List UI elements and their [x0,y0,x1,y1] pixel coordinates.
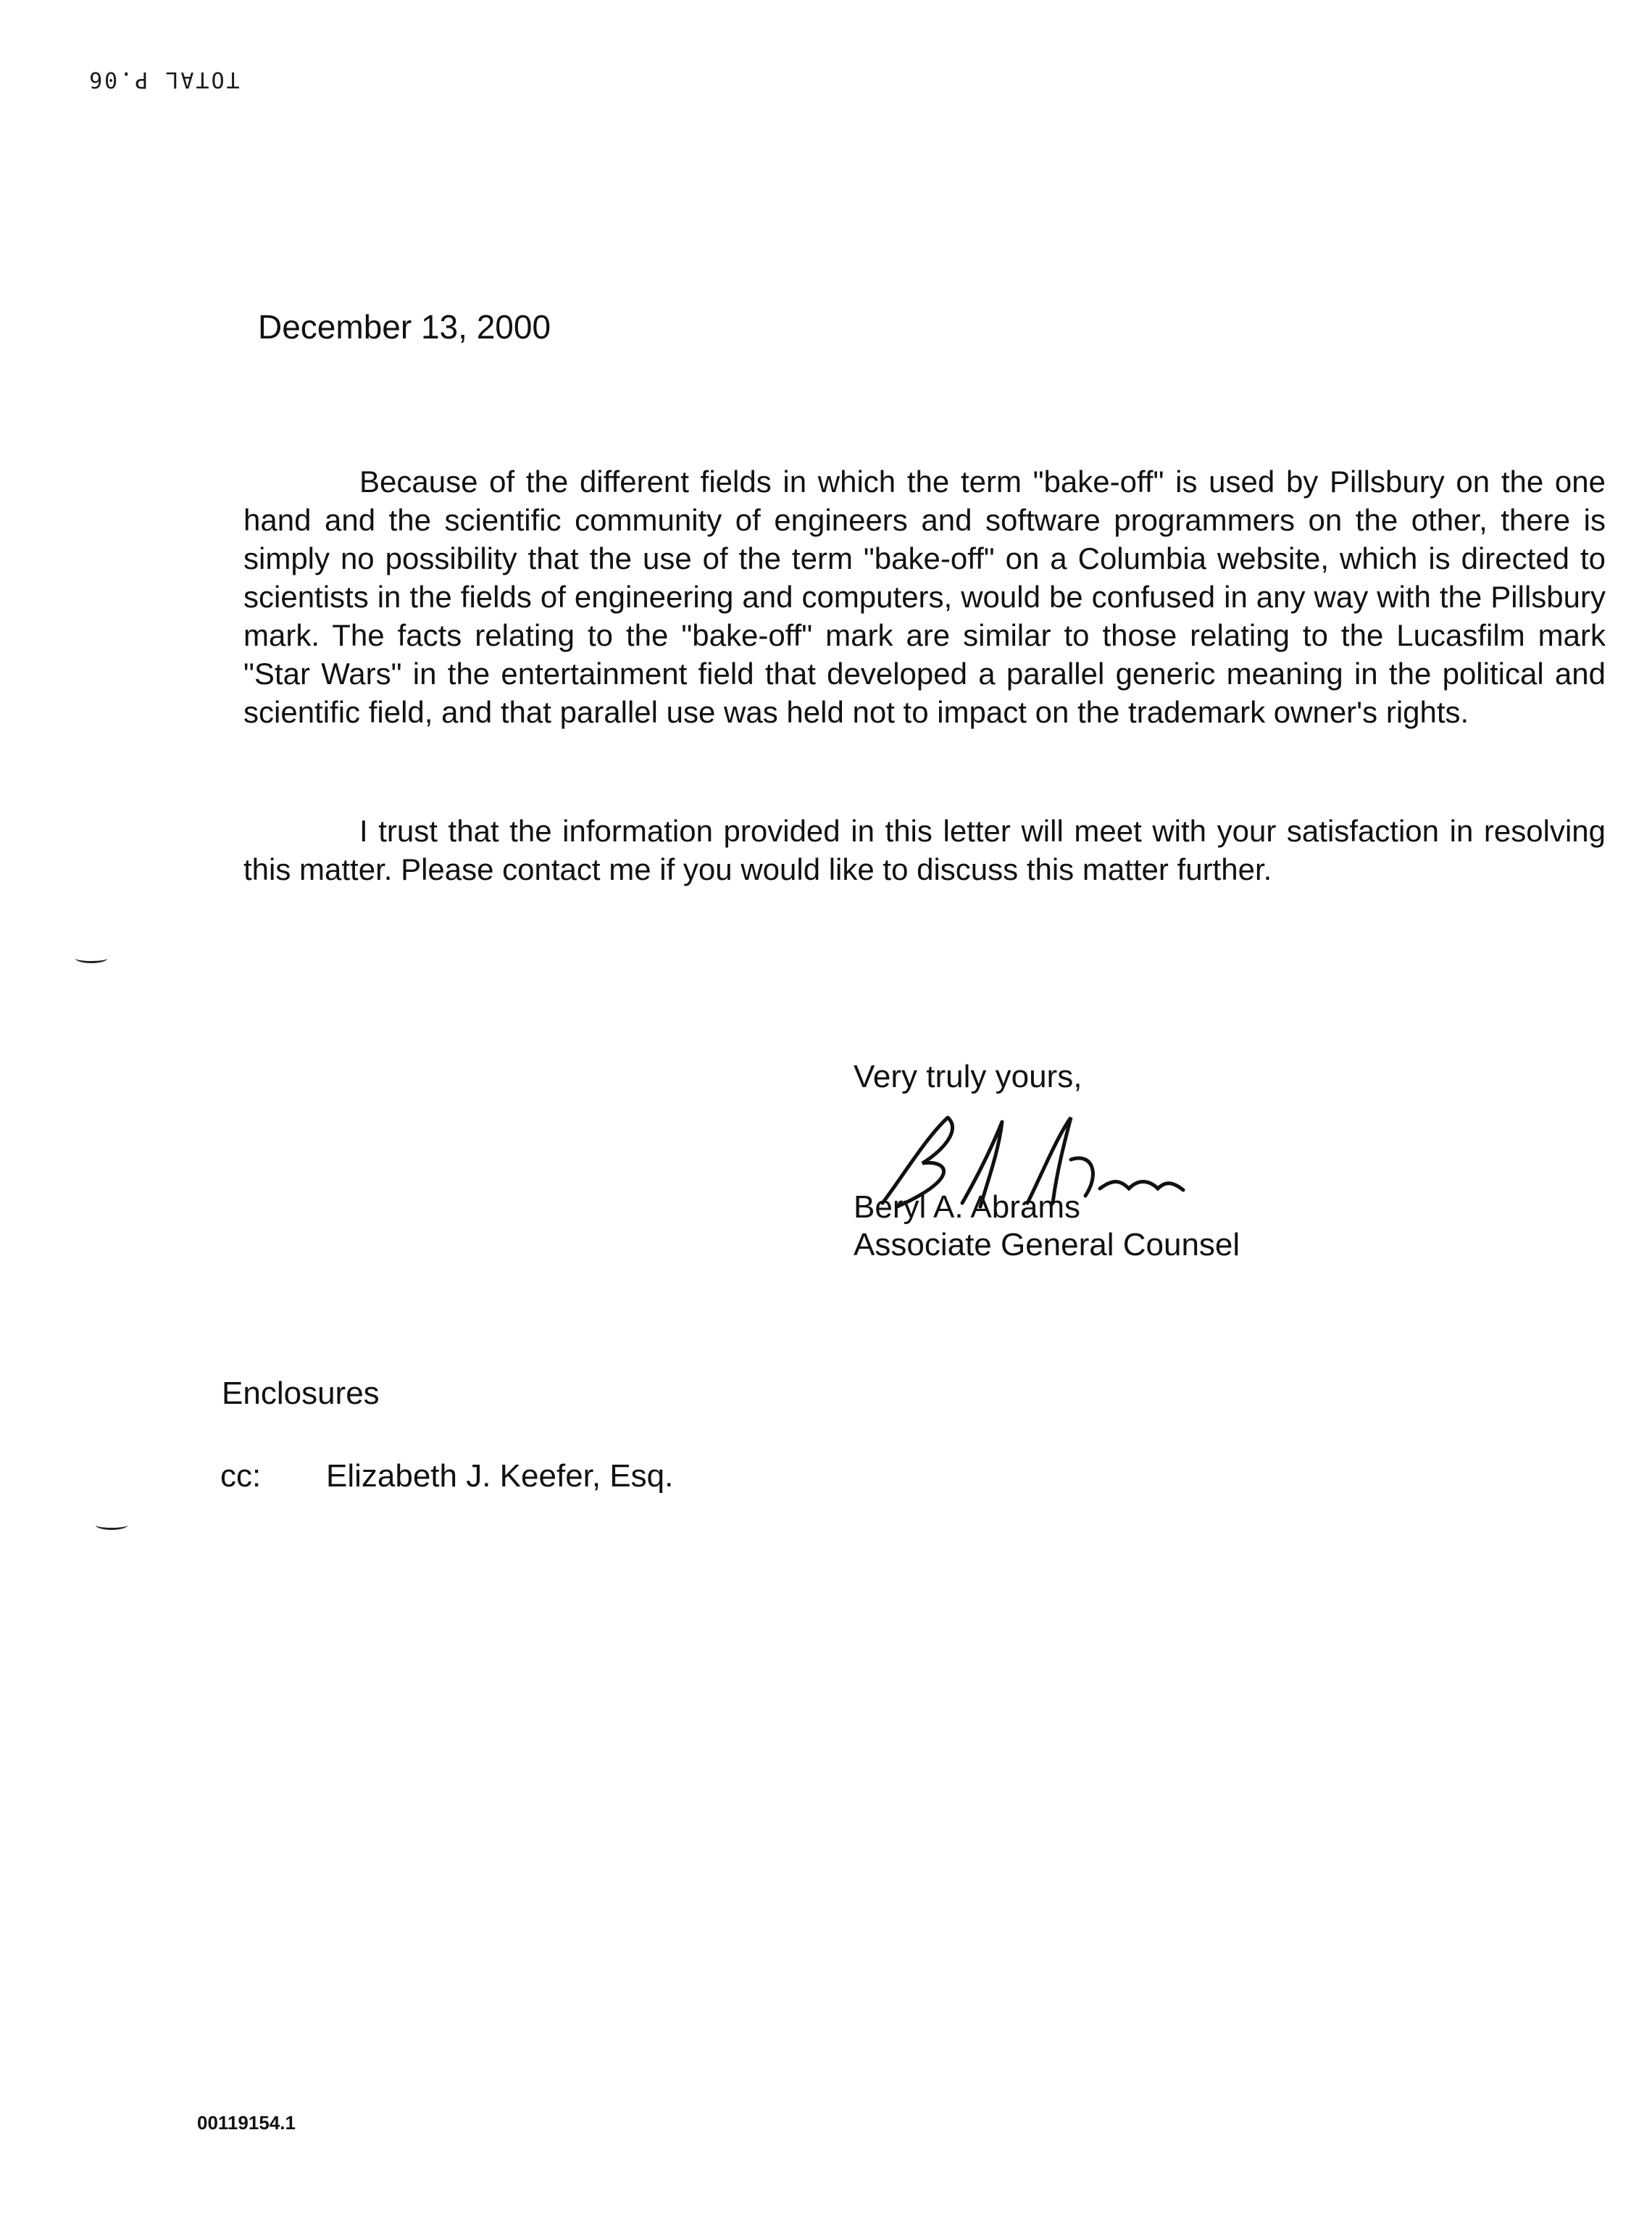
enclosures-note: Enclosures [222,1376,380,1411]
document-number: 00119154.1 [197,2112,296,2134]
cc-recipient: Elizabeth J. Keefer, Esq. [326,1458,674,1494]
cc-label: cc: [220,1458,262,1494]
scan-mark [75,954,107,963]
cc-line [220,1458,673,1494]
fax-page-total: TOTAL P.06 [87,67,240,92]
closing-salutation: Very truly yours, [854,1059,1082,1094]
body-paragraph-2: I trust that the information provided in this letter will meet with your satisfaction in resolving this matter. Please contact me if you would like to discuss this matter further. [243,814,1606,886]
letter-date: December 13, 2000 [258,308,551,346]
signer-title: Associate General Counsel [854,1227,1240,1262]
signature-block [854,1058,1240,1264]
scan-mark [96,1520,128,1530]
signer-name: Beryl A. Abrams [854,1189,1081,1225]
body-paragraph-1: Because of the different fields in which the term "bake-off" is used by Pillsbury on the one hand and the scientific community of engineers and software programmers on the other, there is simply no possibility that the use of the term "bake-off" on a Columbia website, which is directed to scientists in the fields of engineering and computers, would be confused in any way with the Pillsbury mark. The facts relating to the "bake-off" mark are similar to those relating to the Lucasfilm mark "Star Wars" in the entertainment field that developed a parallel generic meaning in the political and scientific field, and that parallel use was held not to impact on the trademark owner's rights. [243,465,1606,729]
